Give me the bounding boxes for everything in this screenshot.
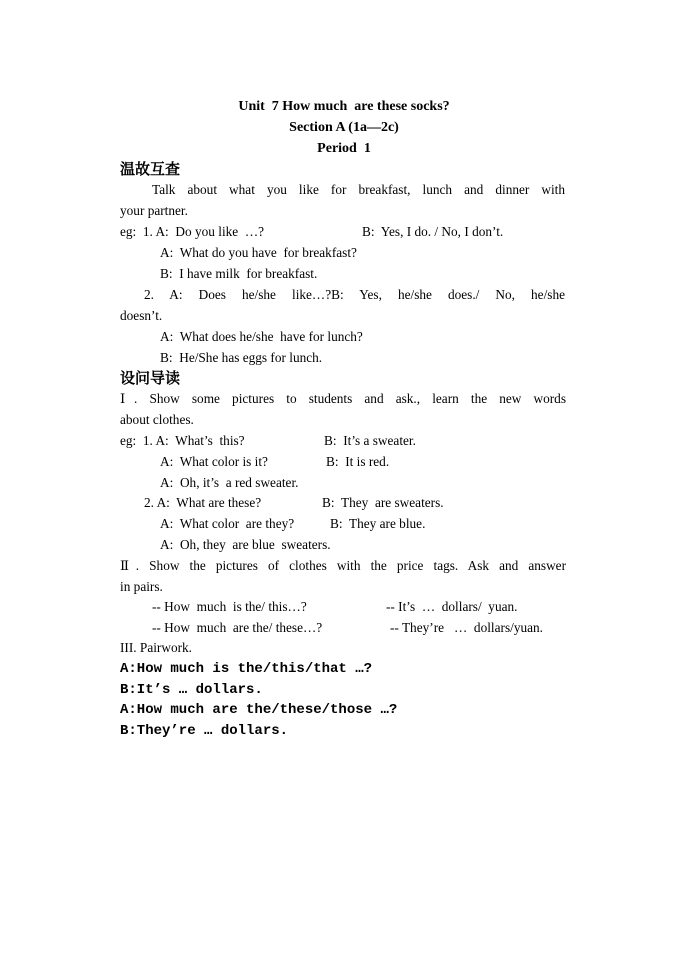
pairwork-line-1: A:How much is the/this/that …? — [120, 661, 373, 677]
intro-line-2: your partner. — [120, 203, 188, 218]
price-answer-1: -- It’s … dollars/ yuan. — [386, 599, 518, 614]
intro-line-1: Talk about what you like for breakfast, lunch and dinner with — [152, 182, 565, 197]
eg1-color-a: B: It is red. — [326, 454, 390, 469]
example1-followup-q: A: What do you have for breakfast? — [160, 245, 357, 260]
eg2-color-a: B: They are blue. — [330, 516, 426, 531]
title-section: Section A (1a—2c) — [289, 120, 399, 135]
part2-line-2: in pairs. — [120, 579, 163, 594]
title-unit: Unit 7 How much are these socks? — [238, 99, 450, 114]
pairwork-line-3: A:How much are the/these/those …? — [120, 702, 398, 718]
price-answer-2: -- They’re … dollars/yuan. — [390, 620, 543, 635]
example1-followup-a: B: I have milk for breakfast. — [160, 266, 318, 281]
price-question-1: -- How much is the/ this…? — [152, 599, 307, 614]
eg2-conclusion: A: Oh, they are blue sweaters. — [160, 537, 331, 552]
eg1-answer: B: It’s a sweater. — [324, 433, 416, 448]
heading-review: 温故互查 — [120, 160, 181, 178]
example1-question: eg: 1. A: Do you like …? — [120, 224, 265, 239]
part1-line-2: about clothes. — [120, 412, 194, 427]
eg1-question: eg: 1. A: What’s this? — [120, 433, 245, 448]
eg2-color-q: A: What color are they? — [160, 516, 295, 531]
heading-guided-reading: 设问导读 — [120, 369, 181, 387]
part1-line-1: Ⅰ. Show some pictures to students and ask., learn the new words — [120, 391, 566, 406]
price-question-2: -- How much are the/ these…? — [152, 620, 323, 635]
eg1-conclusion: A: Oh, it’s a red sweater. — [160, 475, 299, 490]
example2-followup-q: A: What does he/she have for lunch? — [160, 329, 363, 344]
example2-followup-a: B: He/She has eggs for lunch. — [160, 350, 323, 365]
pairwork-line-4: B:They’re … dollars. — [120, 723, 289, 739]
example2-line-2: doesn’t. — [120, 308, 163, 323]
pairwork-line-2: B:It’s … dollars. — [120, 682, 263, 698]
eg1-color-q: A: What color is it? — [160, 454, 268, 469]
part3-heading: III. Pairwork. — [120, 640, 193, 655]
eg2-answer: B: They are sweaters. — [322, 495, 444, 510]
part2-line-1: Ⅱ. Show the pictures of clothes with the price tags. Ask and answer — [120, 558, 566, 573]
title-period: Period 1 — [317, 141, 371, 156]
example1-answer: B: Yes, I do. / No, I don’t. — [362, 224, 504, 239]
example2-line-1: 2. A: Does he/she like…?B: Yes, he/she does./ No, he/she — [144, 287, 565, 302]
eg2-question: 2. A: What are these? — [144, 495, 262, 510]
